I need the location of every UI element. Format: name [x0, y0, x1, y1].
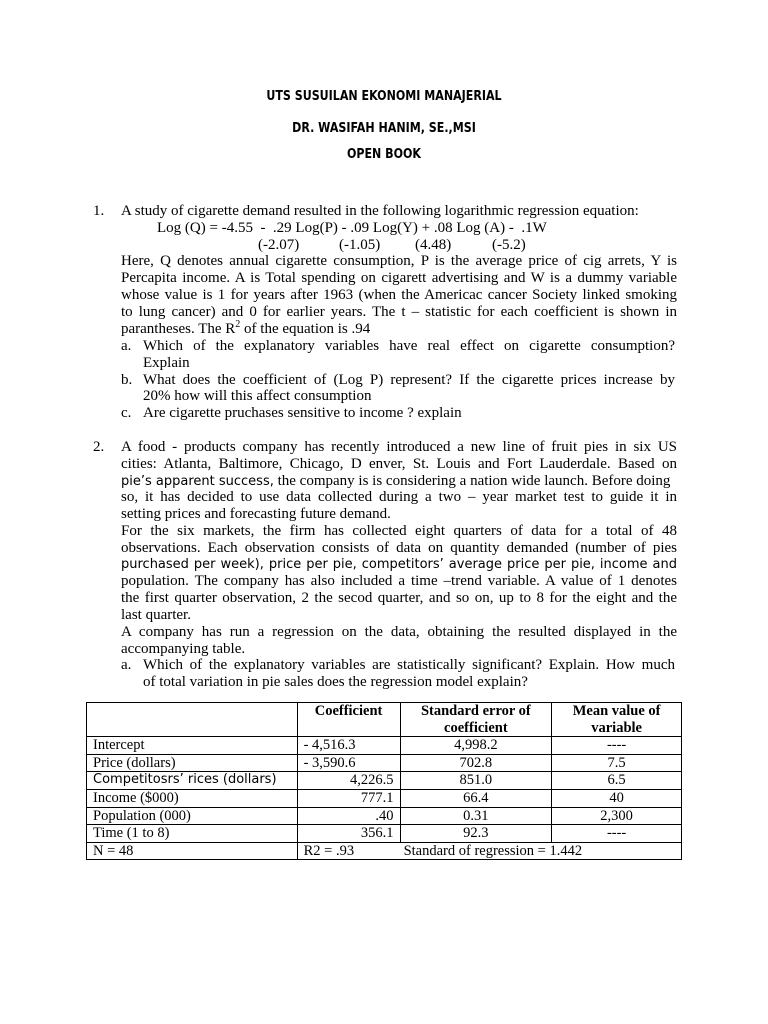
cell-coefficient: 777.1 [297, 789, 400, 807]
q2-line: purchased per week), price per pie, competitors’ average price per pie, income and [121, 556, 677, 572]
q1-para-last [121, 318, 677, 338]
table-header: Coefficient [297, 703, 400, 737]
exam-title: UTS SUSUILAN EKONOMI MANAJERIAL [266, 88, 502, 104]
footer-n: N = 48 [87, 842, 298, 860]
tstat: (-2.07) [258, 236, 300, 253]
item-text: of total variation in pie sales does the regression model explain? [143, 674, 528, 691]
exam-mode: OPEN BOOK [346, 146, 422, 162]
text: the company is is considering a nation wide launch. Before doing [273, 472, 671, 489]
q2-line: so, it has decided to use data collected during a two – year market test to guide it in [121, 489, 677, 506]
table-row [87, 807, 682, 825]
q2-line: cities: Atlanta, Baltimore, Chicago, D enver, St. Louis and Fort Lauderdale. Based on [121, 455, 677, 472]
footer-r2: R2 = .93 [303, 842, 355, 859]
item-text: What does the coefficient of (Log P) represent? If the cigarette prices increase by [143, 371, 675, 388]
item-text: Explain [143, 354, 190, 371]
q1-items [121, 338, 677, 422]
q2-number: 2. [93, 439, 105, 455]
q1-item-a [121, 338, 677, 355]
superscript: 2 [235, 318, 241, 330]
text: of the equation is .94 [240, 320, 371, 337]
cell-mean: 2,300 [552, 807, 682, 825]
cell-coefficient: .40 [297, 807, 400, 825]
tstat: (4.48) [415, 236, 452, 253]
table-footer-row [87, 842, 682, 860]
text: parantheses. The R [121, 320, 236, 337]
item-label: b. [121, 371, 133, 388]
cell-mean: ---- [552, 737, 682, 755]
q2-line: observations. Each observation consists of data on quantity demanded (number of pies [121, 539, 677, 556]
q1-para-line: whose value is 1 for years after 1963 (when the Americac cancer Society linked smoking [121, 286, 677, 303]
q2-line: A company has run a regression on the data, obtaining the resulted displayed in the [121, 623, 677, 640]
q1-intro: A study of cigarette demand resulted in the following logarithmic regression equation: [121, 203, 639, 219]
cell-coefficient: 356.1 [297, 825, 400, 843]
cell-std-error: 4,998.2 [400, 737, 552, 755]
item-text: Are cigarette pruchases sensitive to income ? explain [143, 405, 462, 422]
sans-text: pie’s apparent success, [121, 473, 274, 489]
cell-coefficient: - 3,590.6 [297, 754, 400, 772]
q2-line: setting prices and forecasting future demand. [121, 506, 391, 523]
item-text: 20% how will this affect consumption [143, 388, 372, 405]
cell-std-error: 66.4 [400, 789, 552, 807]
tstat: (-5.2) [492, 236, 526, 253]
footer-stats [297, 842, 681, 860]
item-text: Which of the explanatory variables have real effect on cigarette consumption? [143, 338, 675, 354]
cell-std-error: 92.3 [400, 825, 552, 843]
item-text: Which of the explanatory variables are statistically significant? Explain. How much [143, 657, 675, 674]
question-2 [121, 439, 677, 691]
cell-std-error: 851.0 [400, 772, 552, 790]
row-label: Intercept [87, 737, 298, 755]
q2-line: accompanying table. [121, 640, 246, 657]
q1-para-line: Here, Q denotes annual cigarette consumption, P is the average price of cig arrets, Y is [121, 253, 677, 270]
cell-mean: 6.5 [552, 772, 682, 790]
row-label: Price (dollars) [87, 754, 298, 772]
item-label: a. [121, 338, 132, 354]
q2-line: For the six markets, the firm has collected eight quarters of data for a total of 48 [121, 522, 677, 539]
q2-line: the first quarter observation, 2 the secod quarter, and so on, up to 8 for the eight and the [121, 590, 677, 607]
q1-para-line: Percapita income. A is Total spending on cigarett advertising and W is a dummy variable [121, 270, 677, 287]
row-label: Competitosrs’ rices (dollars) [87, 772, 298, 790]
cell-coefficient: 4,226.5 [297, 772, 400, 790]
regression-table [86, 702, 682, 860]
row-label: Population (000) [87, 807, 298, 825]
table-header: Standard error of coefficient [400, 703, 552, 737]
table-row [87, 737, 682, 755]
q2-line: last quarter. [121, 606, 191, 623]
q1-equation: Log (Q) = -4.55 - .29 Log(P) - .09 Log(Y) + .08 Log (A) - .1W [157, 219, 547, 236]
exam-author: DR. WASIFAH HANIM, SE.,MSI [292, 120, 476, 136]
q1-item-b [121, 372, 677, 389]
cell-mean: 7.5 [552, 754, 682, 772]
row-label: Time (1 to 8) [87, 825, 298, 843]
tstat: (-1.05) [339, 236, 381, 253]
item-label: a. [121, 657, 132, 674]
q1-number: 1. [93, 203, 105, 219]
row-label: Income ($000) [87, 789, 298, 807]
q1-item-c [121, 405, 677, 422]
table-row [87, 789, 682, 807]
question-1 [121, 203, 677, 337]
q1-tstats [121, 237, 677, 254]
q1-para-line: to lung cancer) and 0 for earlier years. The t – statistic for each coefficient is shown in [121, 303, 677, 320]
table-row [87, 754, 682, 772]
cell-coefficient: - 4,516.3 [297, 737, 400, 755]
q2-line [121, 473, 677, 490]
cell-mean: 40 [552, 789, 682, 807]
cell-std-error: 0.31 [400, 807, 552, 825]
table-header-row [87, 703, 682, 737]
table-row [87, 825, 682, 843]
footer-std-regression: Standard of regression = 1.442 [403, 842, 583, 859]
q2-item-a [121, 657, 677, 674]
q2-line: population. The company has also included a time –trend variable. A value of 1 denotes [121, 573, 677, 590]
table-header [87, 703, 298, 737]
cell-std-error: 702.8 [400, 754, 552, 772]
table-row [87, 772, 682, 790]
item-label: c. [121, 405, 132, 422]
table-header: Mean value of variable [552, 703, 682, 737]
q2-line: A food - products company has recently introduced a new line of fruit pies in six US [121, 439, 677, 455]
cell-mean: ---- [552, 825, 682, 843]
